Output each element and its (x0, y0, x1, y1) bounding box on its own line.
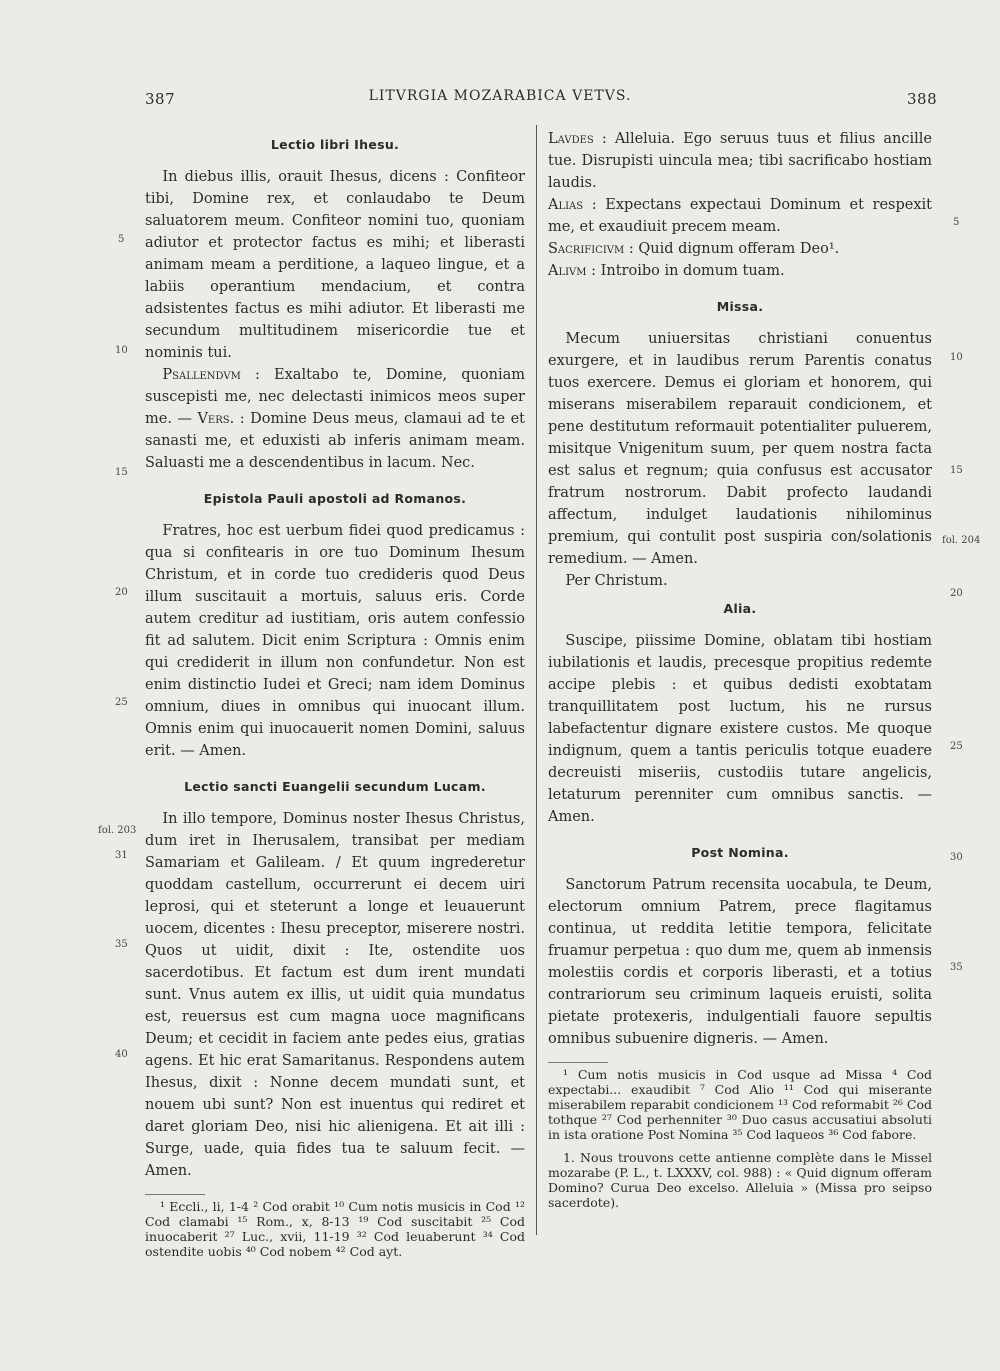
paragraph-epistola: Fratres, hoc est uerbum fidei quod predicamus : qua si confitearis in ore tuo Dominum Ihesum Christum, et in corde tuo credideris quod Deus illum suscitauit a mortuis, saluus eris. Corde autem creditur ad iustitiam, oris autem confessio fit ad salutem. Dicit enim Scriptura : Omnis enim qui crediderit in illum non confundetur. Non est enim distinctio Iudei et Greci; nam idem Dominus omnium, diues in omnibus qui inuocant illum. Omnis enim qui inuocauerit nomen Domini, saluus erit. — Amen. (145, 523, 525, 759)
footnotes-right: ¹ Cum notis musicis in Cod usque ad Missa ⁴ Cod expectabi... exaudibit ⁷ Cod Alio ¹¹ Cod qui miserante miserabilem reparabit condicionem ¹³ Cod reformabit ²⁶ Cod tothque ²⁷ Cod perhenniter ³⁰ Duo casus accusatiui absoluti in ista oratione Post Nomina ³⁵ Cod laqueos ³⁶ Cod fabore. (548, 1067, 932, 1142)
running-title: LITVRGIA MOZARABICA VETVS. (368, 88, 632, 104)
folio-marker: fol. 204 (942, 535, 981, 546)
footnote-rule (548, 1062, 608, 1063)
alium-text: : Introibo in domum tuam. (586, 263, 785, 279)
line-number: 5 (118, 234, 125, 245)
sacrificium-label: Sacrificivm (548, 241, 625, 257)
line-number: 10 (950, 352, 963, 363)
line-number: 15 (115, 467, 128, 478)
line-number: 20 (115, 587, 128, 598)
laudes-label: Lavdes (548, 131, 594, 147)
paragraph-psallendum (145, 364, 525, 474)
paragraph-missa: Mecum uniuersitas christiani conuentus exurgere, et in laudibus rerum Parentis conatus tuos exercere. Demus ei gloriam et honorem, qui miserans miserabilem reparauit condicionem, et pene destitutum reformauit potentialiter puluerem, misitque Vnigenitum suum, per quem nostra facta est salus et regnum; quia confusus est accusator fratrum nostrorum. Dabit profecto laudandi affectum, indulget laudationis nihilominus premium, qui contulit post suspiria con/solationis remedium. — Amen. (548, 331, 932, 567)
heading-euangelium: Lectio sancti Euangelii secundum Lucam. (184, 779, 486, 794)
line-number: 15 (950, 465, 963, 476)
left-column (145, 128, 525, 1259)
psallendum-label: Psallendvm (162, 367, 241, 383)
heading-lectio-ihesu: Lectio libri Ihesu. (270, 137, 400, 152)
page-number-right: 388 (907, 90, 938, 108)
line-number: 25 (950, 741, 963, 752)
heading-missa: Missa. (716, 299, 764, 314)
per-christum: Per Christum. (565, 573, 668, 589)
heading-alia: Alia. (723, 601, 757, 616)
folio-marker: fol. 203 (98, 825, 137, 836)
paragraph-alia: Suscipe, piissime Domine, oblatam tibi hostiam iubilationis et laudis, precesque propitius redemte accipe plebis : et quibus dedisti exobtatam tranquillitatem post luctum, his ne rursus labefactentur dignare existere custos. Me quoque indignum, quem a tantis periculis totque euadere decreuisti miseriis, custodiis tutare angelicis, letaturum perenniter cum omnibus sanctis. — Amen. (548, 633, 932, 825)
heading-post-nomina: Post Nomina. (691, 845, 789, 860)
paragraph-lectio: In diebus illis, orauit Ihesus, dicens : Confiteor tibi, Domine rex, et conlaudabo te Deum saluatorem meum. Confiteor nomini tuo, quoniam adiutor et protector factus es mihi; et liberasti animam meam a perditione, a laqueo lingue, et a labiis operantium mendacium, et contra adsistentes factus es mihi adiutor. Et liberasti me secundum multitudinem misericordie tue et nominis tui. (145, 169, 525, 361)
footnote-french: 1. Nous trouvons cette antienne complète dans le Missel mozarabe (P. L., t. LXXXV, col. 988) : « Quid dignum offeram Domino? Curua Deo excelso. Alleluia » (Missa pro seipso sacerdote). (548, 1150, 932, 1210)
heading-epistola: Epistola Pauli apostoli ad Romanos. (203, 491, 467, 506)
paragraph-alium (548, 260, 932, 282)
line-number: 35 (115, 939, 128, 950)
vers-text: : Domine Deus meus, clamaui ad te et sanasti me, et eduxisti ab inferis animam meam. Saluasti me a descendentibus in lacum. Nec. (145, 411, 525, 471)
line-number: 40 (115, 1049, 128, 1060)
alias-label: Alias (548, 197, 584, 213)
line-number: 31 (115, 850, 128, 861)
sacrificium-text: : Quid dignum offeram Deo¹. (624, 241, 840, 257)
right-column (548, 128, 932, 1210)
paragraph-alias (548, 194, 932, 238)
line-number: 35 (950, 962, 963, 973)
column-divider (536, 125, 537, 1235)
line-number: 5 (953, 217, 960, 228)
paragraph-euangelium: In illo tempore, Dominus noster Ihesus Christus, dum iret in Iherusalem, transibat per mediam Samariam et Galileam. / Et quum ingrederetur quoddam castellum, occurrerunt ei decem uiri leprosi, qui et steterunt a longe et leuauerunt uocem, dicentes : Ihesu preceptor, miserere nostri. Quos ut uidit, dixit : Ite, ostendite uos sacerdotibus. Et factum est dum irent mundati sunt. Vnus autem ex illis, ut uidit quia mundatus est, reuersus est cum magna uoce magnificans Deum; et cecidit in faciem ante pedes eius, gratias agens. Et hic erat Samaritanus. Respondens autem Ihesus, dixit : Nonne decem mundati sunt, et nouem ubi sunt? Non est inuentus qui rediret et daret gloriam Deo, nisi hic alienigena. Et ait illi : Surge, uade, quia fides tua te saluum fecit. — Amen. (145, 811, 525, 1179)
line-number: 30 (950, 852, 963, 863)
line-number: 20 (950, 588, 963, 599)
paragraph-sacrificium (548, 238, 932, 260)
vers-label: Vers. (197, 411, 235, 427)
line-number: 10 (115, 345, 128, 356)
paragraph-laudes (548, 128, 932, 194)
line-number: 25 (115, 697, 128, 708)
alias-text: : Expectans expectaui Dominum et respexit me, et exaudiuit precem meam. (548, 197, 932, 235)
psallendum-text: : Exaltabo te, Domine, quoniam suscepisti me, nec delectasti inimicos meos super me. — (145, 367, 525, 427)
alium-label: Alivm (548, 263, 587, 279)
paragraph-post-nomina: Sanctorum Patrum recensita uocabula, te Deum, electorum omnium Patrem, prece flagitamus continua, ut reddita letitie tempora, felicitate fruamur perpetua : quo dum me, quem ab inmensis molestiis cordis et corporis liberasti, et a totius contrariorum seu criminum laqueis eruisti, solita pietate protexeris, indulgentiali fauore sepultis omnibus subuenire digneris. — Amen. (548, 877, 932, 1047)
page-number-left: 387 (145, 90, 176, 108)
footnote-rule (145, 1194, 205, 1195)
laudes-text: : Alleluia. Ego seruus tuus et filius ancille tue. Disrupisti uincula mea; tibi sacrificabo hostiam laudis. (548, 131, 932, 191)
footnotes-left: ¹ Eccli., li, 1-4 ² Cod orabit ¹⁰ Cum notis musicis in Cod ¹² Cod clamabi ¹⁵ Rom., x, 8-13 ¹⁹ Cod suscitabit ²⁵ Cod inuocaberit ²⁷ Luc., xvii, 11-19 ³² Cod leuaberunt ³⁴ Cod ostendite uobis ⁴⁰ Cod nobem ⁴² Cod ayt. (145, 1199, 525, 1259)
